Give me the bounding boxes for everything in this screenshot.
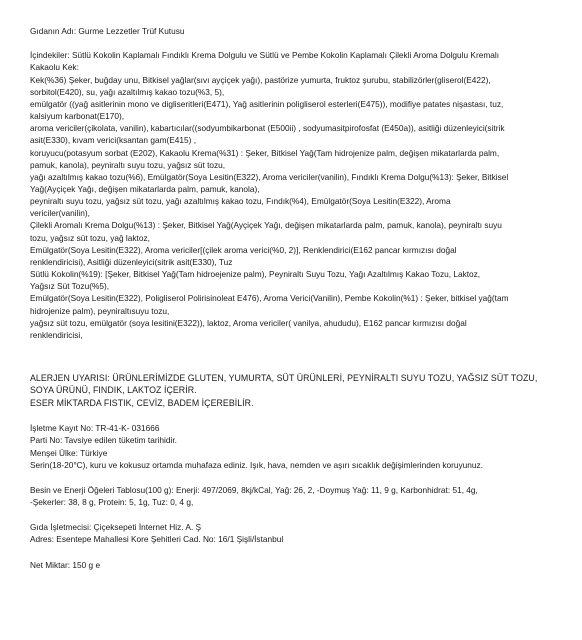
allergen-line: SOYA ÜRÜNÜ, FINDIK, LAKTOZ İÇERİR. bbox=[30, 385, 197, 396]
food-operator: Gıda İşletmecisi: Çiçeksepeti İnternet Hiz. A. Ş bbox=[30, 522, 202, 533]
ingredients-line: Yağsız Süt Tozu(%5), bbox=[30, 281, 110, 292]
ingredients-line: Kek(%36) Şeker, buğday unu, Bitkisel yağlar(sıvı ayçiçek yağı), pastörize yumurta, fruktoz şurubu, stabilizörler(gliserol(E422), bbox=[30, 74, 491, 85]
nutrition-line: Besin ve Enerji Öğeleri Tablosu(100 g): Enerji: 497/2069, 8kj/kCal, Yağ: 26, 2, -Doymuş Yağ: 11, 9 g, Karbonhidrat: 51, 4g, bbox=[30, 484, 478, 495]
ingredients-line: koruyucu(potasyum sorbat (E202), Kakaolu Krema(%31) : Şeker, Bitkisel Yağ(Tam hidrojenize palm, değişen mikatarlarda palm, bbox=[30, 147, 500, 158]
ingredients-line: Sütlü Kokolin(%19): [Şeker, Bitkisel Yağ(Tam hidroejenize palm), Peyniraltı Suyu Tozu, Yağı Azaltılmış Kakao Tozu, Laktoz, bbox=[30, 269, 481, 280]
ingredients-line: Emülgatör(Soya Lesitin(E322), Poligliserol Polirisinoleat E476), Aroma Verici(Vanilin), Pembe Kokolin(%1) : Şeker, bitkisel yağ(tam bbox=[30, 293, 509, 304]
ingredients-line: Çilekli Aromalı Krema Dolgu(%13) : Şeker, Bitkisel Yağ(Ayçiçek Yağı, değişen mikatarlarda palm, pamuk, kanola), peyniraltı suyu bbox=[30, 220, 502, 231]
ingredients-line: renklendiricisi, bbox=[30, 329, 83, 340]
storage-instructions: Serin(18-20°C), kuru ve kokusuz ortamda muhafaza ediniz. Işık, hava, nemden ve aşırı sıcaklık değişimlerinden koruyunuz. bbox=[30, 459, 483, 470]
ingredients-section bbox=[30, 49, 565, 341]
batch-number: Parti No: Tavsiye edilen tüketim tarihidir. bbox=[30, 435, 177, 446]
ingredients-line: Kakaolu Kek: bbox=[30, 62, 79, 73]
ingredients-line: tozu, yağsız süt tozu, yağ laktoz, bbox=[30, 232, 150, 243]
allergen-line: ALERJEN UYARISI: ÜRÜNLERİMİZDE GLUTEN, YUMURTA, SÜT ÜRÜNLERİ, PEYNİRALTI SUYU TOZU, YAĞSIZ SÜT TOZU, bbox=[30, 373, 538, 384]
ingredients-line: hidrojenize palm), peyniraltısuyu tozu, bbox=[30, 305, 170, 316]
operator-address: Adres: Esentepe Mahallesi Kore Şehitleri Cad. No: 16/1 Şişli/İstanbul bbox=[30, 534, 284, 545]
nutrition-table bbox=[30, 484, 565, 508]
ingredients-line: emülgatör ((yağ asitlerinin mono ve digliseritleri(E471), Yağ asitlerinin poligliserol esterleri(E475)), modifiye patates nişastası, tuz, bbox=[30, 98, 504, 109]
country-of-origin: Menşei Ülke: Türkiye bbox=[30, 447, 108, 458]
ingredients-line: yağsız süt tozu, emülgatör (soya lesitini(E322)), laktoz, Aroma vericiler( vanilya, ahududu), E162 pancar kırmızısı doğal bbox=[30, 317, 467, 328]
ingredients-line: sorbitol(E420), su, yağı azaltılmış kakao tozu(%3, 5), bbox=[30, 86, 225, 97]
registration-number: İşletme Kayıt No: TR-41-K- 031666 bbox=[30, 423, 160, 434]
product-label-document bbox=[30, 0, 565, 571]
product-name: Gıdanın Adı: Gurme Lezzetler Trüf Kutusu bbox=[30, 26, 185, 36]
ingredients-line: peyniraltı suyu tozu, yağsız süt tozu, yağı azaltılmış kakao tozu, Fındık(%4), Emülgatör(Soya Lesitin(E322), Aroma bbox=[30, 196, 451, 207]
ingredients-line: aroma vericiler(çikolata, vanilin), kabartıcılar((sodyumbikarbonat (E500ii) , sodyumasitpirofosfat (E450a)), asitliği düzenleyici(sitrik bbox=[30, 123, 505, 134]
ingredients-line: pamuk, kanola), peyniraltı suyu tozu, yağsız süt tozu, bbox=[30, 159, 226, 170]
ingredients-line: renklendiricisi), Asitliği düzenleyici(sitrik asit(E330), Tuz bbox=[30, 256, 233, 267]
ingredients-line: asit(E330), kıvam verici(ksantan gam(E415) , bbox=[30, 135, 196, 146]
allergen-warning bbox=[30, 372, 565, 409]
ingredients-line: Yağ(Ayçiçek Yağı, değişen mikatarlarda palm, pamuk, kanola), bbox=[30, 184, 260, 195]
net-weight: Net Miktar: 150 g e bbox=[30, 559, 101, 570]
ingredients-line: yağı azaltılmış kakao tozu(%6), Emülgatör(Soya Lesitin(E322), Aroma vericiler(vanilin), Fındıklı Krema Dolgu(%13): Şeker, Bitkisel bbox=[30, 171, 509, 182]
ingredients-line: vericiler(vanilin), bbox=[30, 208, 90, 219]
ingredients-line: İçindekiler: Sütlü Kokolin Kaplamalı Fındıklı Krema Dolgulu ve Sütlü ve Pembe Kokolin Kaplamalı Çilekli Aroma Dolgulu Kremalı bbox=[30, 50, 499, 61]
ingredients-line: Emülgatör(Soya Lesitin(E322), Aroma vericiler[(çilek aroma verici(%0, 2)], Renklendirici(E162 pancar kırmızısı doğal bbox=[30, 244, 457, 255]
allergen-line: ESER MİKTARDA FISTIK, CEVİZ, BADEM İÇEREBİLİR. bbox=[30, 397, 254, 408]
nutrition-line: -Şekerler: 38, 8 g, Protein: 5, 1g, Tuz: 0, 4 g, bbox=[30, 497, 194, 508]
ingredients-line: kalsiyum karbonat(E170), bbox=[30, 111, 125, 122]
